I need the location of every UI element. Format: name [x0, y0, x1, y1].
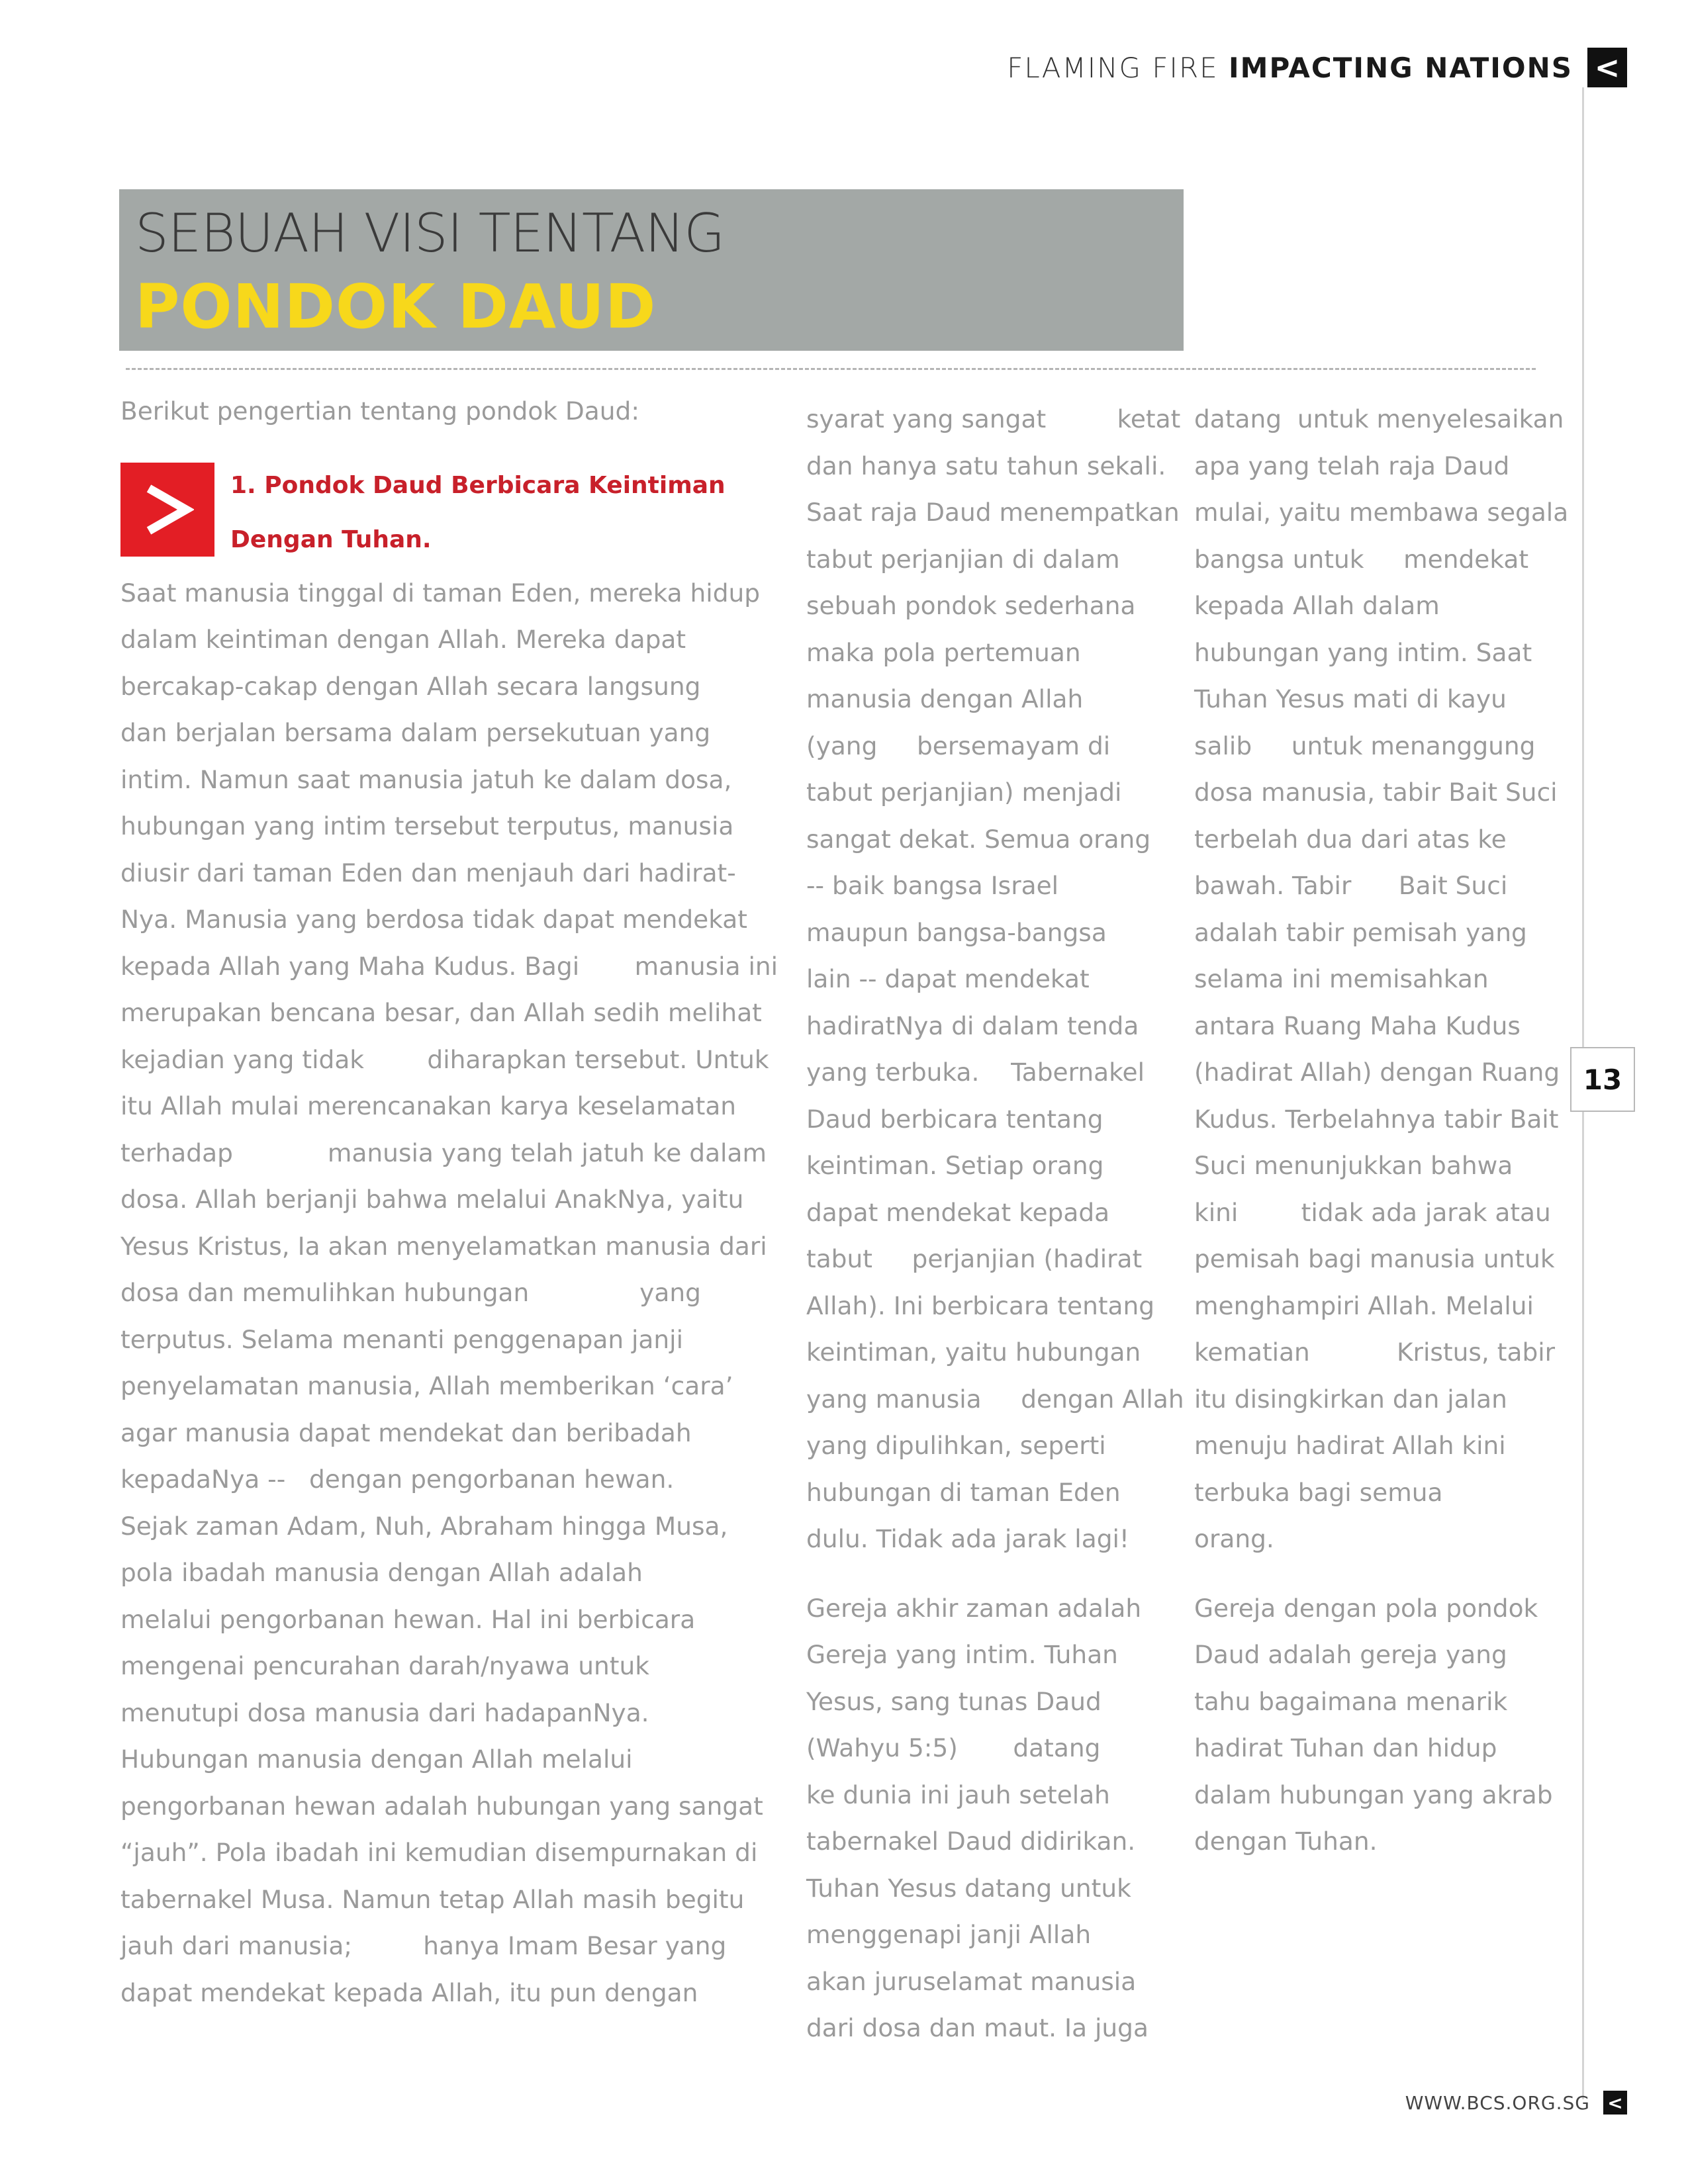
arrow-right-icon	[120, 463, 214, 557]
article-title-box	[119, 189, 1184, 351]
text-line: hubungan yang intim. Saat	[1194, 637, 1532, 667]
text-line: dosa manusia, tabir Bait Suci	[1194, 778, 1558, 807]
text-line: datang untuk menyelesaikan	[1194, 404, 1564, 433]
body-paragraph	[806, 396, 1184, 1563]
text-line: Gereja dengan pola pondok	[1194, 1593, 1538, 1623]
text-line: tabernakel Musa. Namun tetap Allah masih begitu	[120, 1884, 745, 1914]
text-line: terbelah dua dari atas ke	[1194, 824, 1507, 854]
text-line: Tuhan Yesus datang untuk	[806, 1873, 1131, 1903]
text-line: dan berjalan bersama dalam persekutuan yang	[120, 718, 711, 747]
running-header	[1007, 48, 1627, 87]
text-line: -- baik bangsa Israel	[806, 871, 1059, 900]
text-line: Sejak zaman Adam, Nuh, Abraham hingga Musa,	[120, 1511, 728, 1541]
arrow-right-glyph	[141, 483, 194, 536]
text-line: hubungan di taman Eden	[806, 1477, 1121, 1507]
text-line: kepadaNya -- dengan pengorbanan hewan.	[120, 1465, 675, 1494]
text-line: dengan Tuhan.	[1194, 1827, 1378, 1856]
text-line: mengenai pencurahan darah/nyawa untuk	[120, 1651, 649, 1680]
text-line: keintiman. Setiap orang	[806, 1151, 1104, 1180]
text-line: maka pola pertemuan	[806, 637, 1081, 667]
text-line: (yang bersemayam di	[806, 731, 1111, 760]
text-line: bercakap-cakap dengan Allah secara langsung	[120, 671, 701, 701]
text-line: agar manusia dapat mendekat dan beribadah	[120, 1418, 692, 1447]
text-line: dosa. Allah berjanji bahwa melalui AnakNya, yaitu	[120, 1185, 744, 1214]
body-paragraph	[806, 1585, 1164, 2052]
text-column-1	[120, 388, 778, 2016]
text-line: Daud adalah gereja yang	[1194, 1640, 1507, 1669]
text-line: Tuhan Yesus mati di kayu	[1194, 684, 1507, 713]
text-line: intim. Namun saat manusia jatuh ke dalam dosa,	[120, 764, 732, 794]
page-number: 13	[1570, 1047, 1635, 1112]
article-title: PONDOK DAUD	[135, 271, 657, 342]
text-line: dapat mendekat kepada Allah, itu pun dengan	[120, 1978, 698, 2007]
text-line: menghampiri Allah. Melalui	[1194, 1291, 1534, 1320]
text-line: syarat yang sangat ketat	[806, 404, 1181, 433]
text-line: orang.	[1194, 1524, 1274, 1553]
text-line: kepada Allah yang Maha Kudus. Bagi manusia ini	[120, 951, 778, 981]
text-line: hadirat Tuhan dan hidup	[1194, 1733, 1497, 1762]
text-line: Daud berbicara tentang	[806, 1104, 1103, 1134]
paragraph-gap	[806, 1563, 1164, 1585]
text-line: hubungan yang intim tersebut terputus, manusia	[120, 811, 734, 841]
paragraph-gap	[1194, 1563, 1565, 1585]
text-line: akan juruselamat manusia	[806, 1966, 1137, 1996]
text-line: terhadap manusia yang telah jatuh ke dalam	[120, 1138, 767, 1167]
text-line: hadiratNya di dalam tenda	[806, 1011, 1139, 1040]
text-line: salib untuk menanggung	[1194, 731, 1536, 760]
text-line: Hubungan manusia dengan Allah melalui	[120, 1745, 633, 1774]
text-line: Allah). Ini berbicara tentang	[806, 1291, 1155, 1320]
text-line: selama ini memisahkan	[1194, 964, 1489, 993]
text-line: pola ibadah manusia dengan Allah adalah	[120, 1558, 643, 1587]
text-line: pengorbanan hewan adalah hubungan yang sangat	[120, 1791, 763, 1821]
text-line: yang terbuka. Tabernakel	[806, 1058, 1145, 1087]
text-line: lain -- dapat mendekat	[806, 964, 1090, 993]
text-line: dalam hubungan yang akrab	[1194, 1780, 1553, 1809]
body-paragraph	[120, 570, 778, 2017]
section-subheading	[230, 459, 760, 567]
publication-title-light: FLAMING FIRE	[1007, 51, 1229, 84]
text-line: Kudus. Terbelahnya tabir Bait	[1194, 1104, 1559, 1134]
text-line: tahu bagaimana menarik	[1194, 1686, 1508, 1716]
dashed-divider	[126, 368, 1536, 370]
text-line: adalah tabir pemisah yang	[1194, 917, 1527, 947]
text-line: menutupi dosa manusia dari hadapanNya.	[120, 1698, 649, 1727]
chevron-left-icon: <	[1603, 2091, 1627, 2115]
text-line: ke dunia ini jauh setelah	[806, 1780, 1110, 1809]
text-line: kematian Kristus, tabir	[1194, 1338, 1556, 1367]
text-line: manusia dengan Allah	[806, 684, 1084, 713]
text-line: diusir dari taman Eden dan menjauh dari hadirat-	[120, 858, 736, 887]
text-line: dari dosa dan maut. Ia juga	[806, 2013, 1149, 2042]
website-url: WWW.BCS.ORG.SG	[1405, 2091, 1590, 2114]
text-line: terputus. Selama menanti penggenapan janji	[120, 1324, 684, 1354]
text-line: Saat raja Daud menempatkan	[806, 498, 1180, 527]
text-line: bawah. Tabir Bait Suci	[1194, 871, 1508, 900]
text-line: jauh dari manusia; hanya Imam Besar yang	[120, 1931, 727, 1960]
text-line: sangat dekat. Semua orang	[806, 824, 1151, 854]
text-line: dapat mendekat kepada	[806, 1197, 1110, 1227]
intro-text: Berikut pengertian tentang pondok Daud:	[120, 396, 639, 426]
text-line: maupun bangsa-bangsa	[806, 917, 1107, 947]
subheading-block	[120, 463, 756, 570]
text-line: dan hanya satu tahun sekali.	[806, 451, 1166, 480]
text-line: itu disingkirkan dan jalan	[1194, 1384, 1507, 1414]
chevron-left-icon: <	[1587, 48, 1627, 87]
text-line: Gereja yang intim. Tuhan	[806, 1640, 1118, 1669]
text-line: dosa dan memulihkan hubungan yang	[120, 1278, 701, 1307]
text-line: Suci menunjukkan bahwa	[1194, 1151, 1513, 1180]
text-column-2	[806, 396, 1184, 2052]
publication-title	[1007, 52, 1573, 84]
text-column-3	[1194, 396, 1569, 1865]
subheading-line: Dengan Tuhan.	[230, 525, 432, 553]
text-line: dalam keintiman dengan Allah. Mereka dapat	[120, 625, 686, 654]
text-line: dulu. Tidak ada jarak lagi!	[806, 1524, 1129, 1553]
text-line: Gereja akhir zaman adalah	[806, 1593, 1142, 1623]
footer	[1405, 2090, 1627, 2115]
publication-title-bold: IMPACTING NATIONS	[1229, 51, 1573, 84]
text-line: melalui pengorbanan hewan. Hal ini berbicara	[120, 1604, 696, 1634]
subheading-line: 1. Pondok Daud Berbicara Keintiman	[230, 471, 726, 499]
text-line: penyelamatan manusia, Allah memberikan ‘cara’	[120, 1371, 733, 1400]
text-line: sebuah pondok sederhana	[806, 591, 1136, 620]
text-line: itu Allah mulai merencanakan karya keselamatan	[120, 1091, 737, 1120]
text-line: tabut perjanjian) menjadi	[806, 778, 1122, 807]
text-line: tabut perjanjian di dalam	[806, 544, 1120, 574]
text-line: menuju hadirat Allah kini	[1194, 1431, 1506, 1460]
text-line: apa yang telah raja Daud	[1194, 451, 1510, 480]
text-line: Yesus Kristus, Ia akan menyelamatkan manusia dari	[120, 1231, 767, 1261]
text-line: tabut perjanjian (hadirat	[806, 1244, 1143, 1273]
text-line: antara Ruang Maha Kudus	[1194, 1011, 1521, 1040]
text-line: “jauh”. Pola ibadah ini kemudian disempurnakan di	[120, 1838, 758, 1867]
body-paragraph	[1194, 1585, 1565, 1865]
text-line: mulai, yaitu membawa segala	[1194, 498, 1569, 527]
text-line: kepada Allah dalam	[1194, 591, 1440, 620]
text-line: pemisah bagi manusia untuk	[1194, 1244, 1555, 1273]
text-line: yang manusia dengan Allah	[806, 1384, 1184, 1414]
text-line: bangsa untuk mendekat	[1194, 544, 1529, 574]
text-line: Nya. Manusia yang berdosa tidak dapat mendekat	[120, 905, 747, 934]
text-line: kini tidak ada jarak atau	[1194, 1197, 1551, 1227]
text-line: menggenapi janji Allah	[806, 1920, 1092, 1949]
text-line: Saat manusia tinggal di taman Eden, mereka hidup	[120, 578, 761, 608]
text-line: kejadian yang tidak diharapkan tersebut. Untuk	[120, 1044, 769, 1074]
body-paragraph	[1194, 396, 1569, 1563]
text-line: tabernakel Daud didirikan.	[806, 1827, 1136, 1856]
text-line: merupakan bencana besar, dan Allah sedih melihat	[120, 998, 762, 1027]
text-line: Yesus, sang tunas Daud	[806, 1686, 1102, 1716]
text-line: (hadirat Allah) dengan Ruang	[1194, 1058, 1560, 1087]
article-kicker: SEBUAH VISI TENTANG	[135, 203, 725, 264]
text-line: (Wahyu 5:5) datang	[806, 1733, 1101, 1762]
text-line: terbuka bagi semua	[1194, 1477, 1443, 1507]
text-line: keintiman, yaitu hubungan	[806, 1338, 1141, 1367]
text-line: yang dipulihkan, seperti	[806, 1431, 1106, 1460]
